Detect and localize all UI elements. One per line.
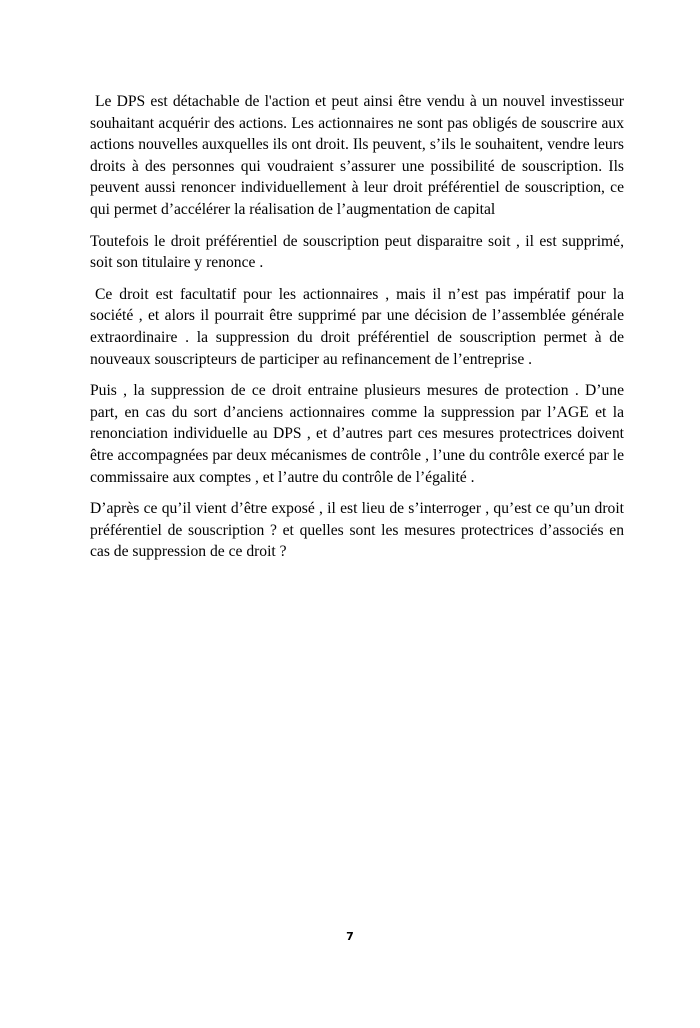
paragraph-protection-measures: Puis , la suppression de ce droit entraine plusieurs mesures de protection . D’une part, en cas du sort d’anciens actionnaires comme la suppression par l’AGE et la renonciation individuelle au DPS , et d’autres part ces mesures protectrices doivent être accompagnées par deux mécanismes de contrôle , l’une du contrôle exercé par le commissaire aux comptes , et l’autre du contrôle de l’égalité . xyxy=(90,382,624,486)
paragraph-dps-detachable: Le DPS est détachable de l'action et peut ainsi être vendu à un nouvel investisseur souhaitant acquérir des actions. Les actionnaires ne sont pas obligés de souscrire aux actions nouvelles auxquelles ils ont droit. Ils peuvent, s’ils le souhaitent, vendre leurs droits à des personnes qui voudraient s’assurer une possibilité de souscription. Ils peuvent aussi renoncer individuellement à leur droit préférentiel de souscription, ce qui permet d’accélérer la réalisation de l’augmentation de capital xyxy=(90,93,624,218)
paragraph-dps-optional: Ce droit est facultatif pour les actionnaires , mais il n’est pas impératif pour la société , et alors il pourrait être supprimé par une décision de l’assemblée générale extraordinaire . la suppression du droit préférentiel de souscription permet à de nouveaux souscripteurs de participer au refinancement de l’entreprise . xyxy=(90,285,624,368)
document-body xyxy=(90,91,624,573)
paragraph-problem-statement: D’après ce qu’il vient d’être exposé , il est lieu de s’interroger , qu’est ce qu’un droit préférentiel de souscription ? et quelles sont les mesures protectrices d’associés en cas de suppression de ce droit ? xyxy=(90,500,624,561)
paragraph-dps-disappearance: Toutefois le droit préférentiel de souscription peut disparaitre soit , il est supprimé, soit son titulaire y renonce . xyxy=(90,232,624,272)
page-number: 7 xyxy=(346,930,354,943)
